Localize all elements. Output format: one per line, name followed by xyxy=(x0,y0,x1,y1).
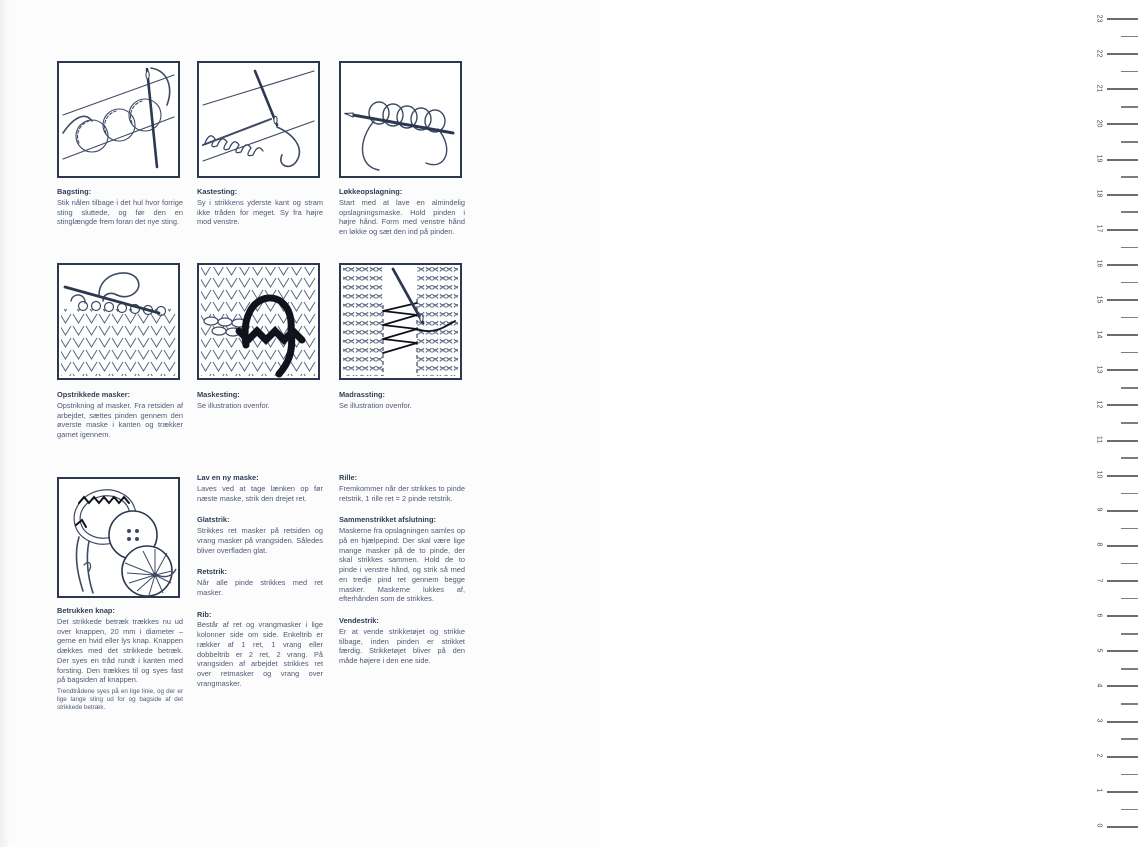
pick-up-stitches-body: Opstrikning af masker. Fra retsiden af arbejdet, sættes pinden gennem den øverste maske i kanten og trækker garnet igennem. xyxy=(57,400,183,440)
ruler-number: 12 xyxy=(1095,400,1103,409)
ruler-number: 4 xyxy=(1095,683,1103,688)
ruler-major-tick xyxy=(1107,123,1138,125)
covered-button-card xyxy=(57,477,180,598)
ruler-major-tick xyxy=(1107,229,1138,231)
ruler-number: 20 xyxy=(1095,119,1103,128)
ruler-major-tick xyxy=(1107,88,1138,90)
ruler-number: 6 xyxy=(1095,613,1103,618)
stocking-stitch-body: Strikkes ret masker på retsiden og vrang masker på vrangsiden. Således bliver overfladen glat. xyxy=(197,526,323,555)
garter-stitch-heading: Retstrik: xyxy=(197,567,227,577)
short-rows-heading: Vendestrik: xyxy=(339,616,379,626)
glossary-right-column xyxy=(339,473,465,666)
loop-cast-on-illustration xyxy=(341,63,460,176)
ruler-number: 23 xyxy=(1095,14,1103,22)
ruler-number: 7 xyxy=(1095,578,1103,583)
glossary-middle-column xyxy=(197,473,323,689)
ruler-major-tick xyxy=(1107,756,1138,758)
ruler-number: 11 xyxy=(1095,435,1103,444)
loop-cast-on-heading: Løkkeopslagning: xyxy=(339,187,403,196)
ruler-major-tick xyxy=(1107,685,1138,687)
ruler-major-tick xyxy=(1107,369,1138,371)
grafting-text xyxy=(197,390,323,411)
ruler-minor-tick xyxy=(1121,211,1138,213)
ruler-minor-tick xyxy=(1121,387,1138,389)
backstitch-body: Stik nålen tilbage i det hul hvor forrige sting sluttede, og før den en stinglængde frem foran det nye sting. xyxy=(57,197,183,227)
pick-up-stitches-heading: Opstrikkede masker: xyxy=(57,390,131,399)
ruler-major-tick xyxy=(1107,650,1138,652)
ruler-minor-tick xyxy=(1121,528,1138,530)
ruler-minor-tick xyxy=(1121,141,1138,143)
covered-button-smallprint: Trendtrådene syes på en lige linie, og der er lige lange sting ud for og bagside af det strikkede betræk. xyxy=(57,688,183,712)
overcast-heading: Kastesting: xyxy=(197,187,238,196)
glossary-item xyxy=(339,616,465,666)
ruler-minor-tick xyxy=(1121,352,1138,354)
pick-up-stitches-card xyxy=(57,263,180,380)
ruler-major-tick xyxy=(1107,53,1138,55)
ruler-minor-tick xyxy=(1121,317,1138,319)
ruler-major-tick xyxy=(1107,159,1138,161)
rib-heading: Rib: xyxy=(197,609,212,619)
glossary-item xyxy=(339,515,465,604)
ruler-number: 10 xyxy=(1095,470,1103,479)
ruler-minor-tick xyxy=(1121,457,1138,459)
ruler-number: 19 xyxy=(1095,154,1103,163)
ruler-number: 13 xyxy=(1095,365,1103,374)
ruler-minor-tick xyxy=(1121,493,1138,495)
garter-stitch-body: Når alle pinde strikkes med ret masker. xyxy=(197,578,323,597)
ruler-major-tick xyxy=(1107,264,1138,266)
ruler-minor-tick xyxy=(1121,598,1138,600)
ruler-number: 8 xyxy=(1095,542,1103,547)
overcast-stitch-illustration xyxy=(199,63,318,176)
ruler-number: 2 xyxy=(1095,753,1103,758)
overcast-card xyxy=(197,61,320,178)
mattress-heading: Madrassting: xyxy=(339,390,385,399)
mattress-stitch-illustration xyxy=(341,265,460,378)
ruler-number: 16 xyxy=(1095,260,1103,268)
glossary-item xyxy=(197,515,323,555)
covered-button-heading: Betrukken knap: xyxy=(57,606,115,615)
ruler-number: 9 xyxy=(1095,507,1103,512)
pick-up-stitches-text xyxy=(57,390,183,440)
ruler-major-tick xyxy=(1107,826,1138,828)
ruler-number: 3 xyxy=(1095,718,1103,723)
ruler-minor-tick xyxy=(1121,71,1138,73)
grafting-card xyxy=(197,263,320,380)
ruler-minor-tick xyxy=(1121,247,1138,249)
ruler-minor-tick xyxy=(1121,563,1138,565)
ruler-number: 15 xyxy=(1095,295,1103,303)
overcast-text xyxy=(197,187,323,227)
backstitch-card xyxy=(57,61,180,178)
ruler-minor-tick xyxy=(1121,809,1138,811)
backstitch-illustration xyxy=(59,63,178,176)
pick-up-stitches-illustration xyxy=(59,265,178,378)
ruler-minor-tick xyxy=(1121,422,1138,424)
knit-together-bindoff-body: Maskerne fra opslagningen samles op på en hjælpepind. Der skal være lige mange masker på de to pinde, der skal strikkes sammen. Hold de to pinde i venstre hånd, og strik så med en tredje pind ret gennem begge masker. Maskerne lukkes af, efterhånden som de strikkes. xyxy=(339,526,465,604)
ridge-body: Fremkommer når der strikkes to pinde retstrik, 1 rille ret = 2 pinde retstrik. xyxy=(339,483,465,503)
ruler-major-tick xyxy=(1107,580,1138,582)
ruler-major-tick xyxy=(1107,404,1138,406)
ruler-major-tick xyxy=(1107,334,1138,336)
grafting-stitch-illustration xyxy=(199,265,318,378)
ruler-minor-tick xyxy=(1121,668,1138,670)
ruler-major-tick xyxy=(1107,791,1138,793)
ruler-number: 17 xyxy=(1095,224,1103,233)
ruler-number: 14 xyxy=(1095,330,1103,339)
glossary-item xyxy=(197,567,323,597)
new-stitch-body: Laves ved at tage lænken op før næste maske, strik den drejet ret. xyxy=(197,483,323,503)
knit-together-bindoff-heading: Sammenstrikket afslutning: xyxy=(339,515,436,525)
ruler-number: 1 xyxy=(1095,788,1103,793)
glossary-item xyxy=(197,610,323,689)
ruler-number: 18 xyxy=(1095,189,1103,198)
ruler-minor-tick xyxy=(1121,774,1138,776)
overcast-body: Sy i strikkens yderste kant og stram ikke tråden for meget. Sy fra højre mod venstre. xyxy=(197,197,323,227)
ruler-minor-tick xyxy=(1121,738,1138,740)
grafting-body: Se illustration ovenfor. xyxy=(197,400,270,410)
ruler-number: 5 xyxy=(1095,648,1103,653)
rib-body: Består af ret og vrangmasker i lige kolonner side om side. Enkeltrib er rækker af 1 ret, 1 vrang eller dobbeltrib er 2 ret, 2 vrang. På vrangsiden af arbejdet strikkes ret over retmasker og vrang over vrangmasker. xyxy=(197,620,323,689)
ruler-major-tick xyxy=(1107,615,1138,617)
loop-cast-on-body: Start med at lave en almindelig opslagningsmaske. Hold pinden i højre hånd. Form med venstre hånd en løkke og sæt den ind på pinden. xyxy=(339,197,465,237)
new-stitch-heading: Lav en ny maske: xyxy=(197,473,259,482)
loop-cast-on-card xyxy=(339,61,462,178)
ruler-major-tick xyxy=(1107,194,1138,196)
loop-cast-on-text xyxy=(339,187,465,237)
ruler-major-tick xyxy=(1107,721,1138,723)
ruler-major-tick xyxy=(1107,18,1138,20)
ruler-number: 21 xyxy=(1095,84,1103,93)
ruler-major-tick xyxy=(1107,475,1138,477)
covered-button-text xyxy=(57,606,183,713)
short-rows-body: Er at vende strikketøjet og strikke tilbage, inden pinden er strikket færdig. Strikketøjet bliver på den måde højere i den ene side. xyxy=(339,626,465,666)
ruler-major-tick xyxy=(1107,440,1138,442)
glossary-item xyxy=(339,473,465,503)
mattress-card xyxy=(339,263,462,380)
ruler-minor-tick xyxy=(1121,176,1138,178)
ruler-major-tick xyxy=(1107,299,1138,301)
backstitch-heading: Bagsting: xyxy=(57,187,92,196)
side-ruler xyxy=(540,0,1103,847)
grafting-heading: Maskesting: xyxy=(197,390,240,399)
ruler-minor-tick xyxy=(1121,106,1138,108)
covered-button-body: Det strikkede betræk trækkes nu ud over knappen, 20 mm i diameter – gerne en hvid eller lys knap. Knappen dækkes med det strikkede betræk. Der syes en tråd rundt i kanten med forsting. Den trækkes til og syes fast på bagsiden af knappen. xyxy=(57,616,183,685)
ruler-number: 0 xyxy=(1095,824,1103,828)
ruler-number: 22 xyxy=(1095,49,1103,58)
stocking-stitch-heading: Glatstrik: xyxy=(197,515,230,525)
ruler-minor-tick xyxy=(1121,36,1138,38)
covered-button-illustration xyxy=(59,479,178,596)
ruler-minor-tick xyxy=(1121,633,1138,635)
ruler-minor-tick xyxy=(1121,282,1138,284)
mattress-body: Se illustration ovenfor. xyxy=(339,400,412,410)
glossary-item xyxy=(197,473,323,503)
ruler-major-tick xyxy=(1107,545,1138,547)
mattress-text xyxy=(339,390,465,411)
backstitch-text xyxy=(57,187,183,227)
ruler-major-tick xyxy=(1107,510,1138,512)
ridge-heading: Rille: xyxy=(339,473,358,482)
ruler-minor-tick xyxy=(1121,703,1138,705)
